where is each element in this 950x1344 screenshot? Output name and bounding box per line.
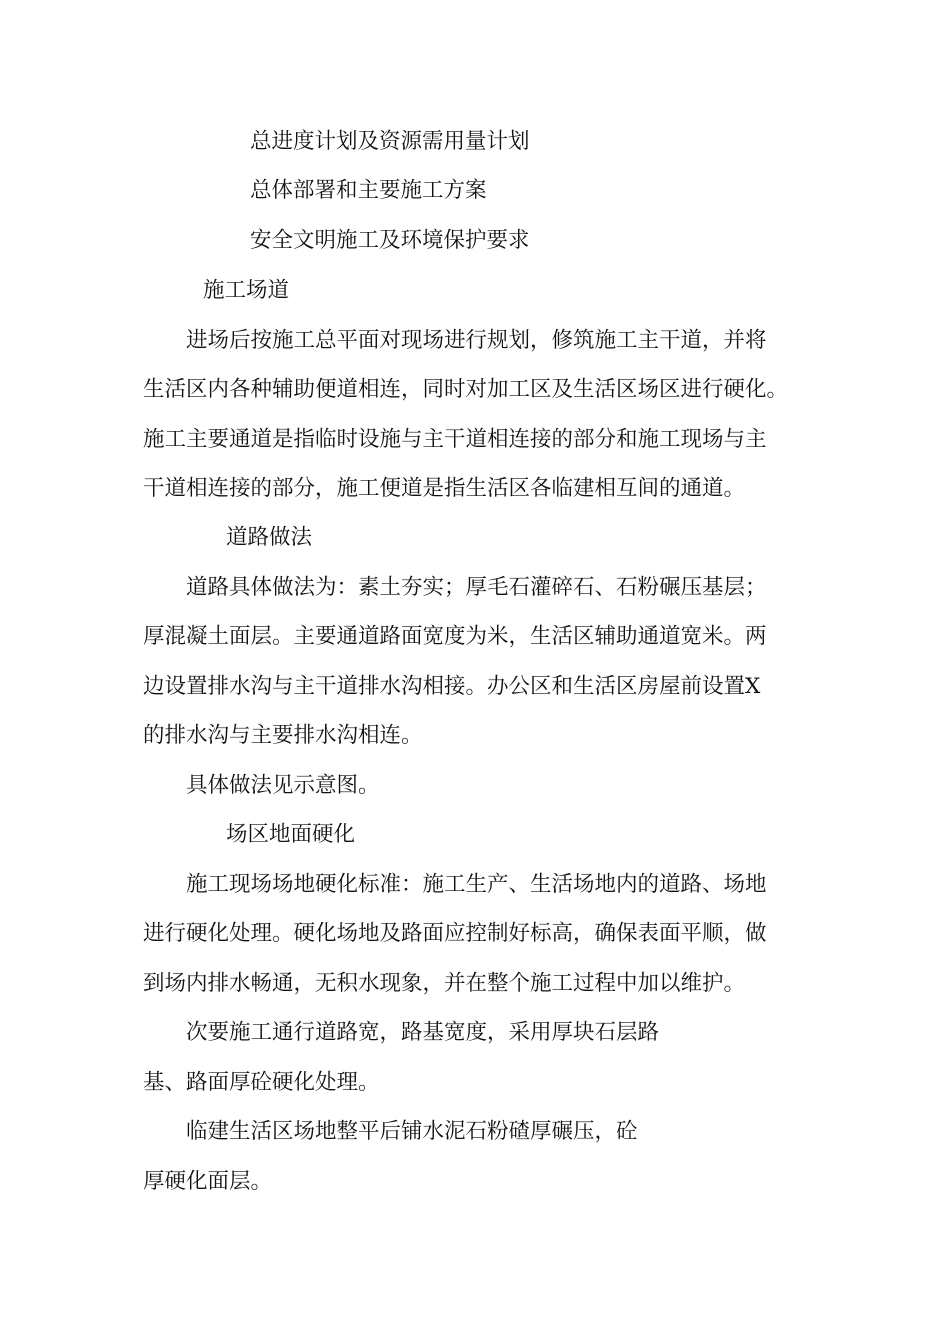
paragraph-line: 干道相连接的部分，施工便道是指生活区各临建相互间的通道。 bbox=[143, 476, 746, 501]
toc-item: 总进度计划及资源需用量计划 bbox=[250, 129, 530, 154]
paragraph-line: 次要施工通行道路宽，路基宽度，采用厚块石层路 bbox=[186, 1020, 660, 1045]
paragraph-line: 基、路面厚砼硬化处理。 bbox=[143, 1070, 380, 1095]
paragraph-line: 的排水沟与主要排水沟相连。 bbox=[143, 723, 423, 748]
paragraph-line: 临建生活区场地整平后铺水泥石粉碴厚碾压，砼 bbox=[186, 1119, 638, 1144]
paragraph-line: 到场内排水畅通，无积水现象，并在整个施工过程中加以维护。 bbox=[143, 971, 746, 996]
paragraph-line: 厚硬化面层。 bbox=[143, 1169, 273, 1194]
paragraph-line: 厚混凝土面层。主要通道路面宽度为米，生活区辅助通道宽米。两 bbox=[143, 624, 767, 649]
section-heading: 场区地面硬化 bbox=[226, 822, 356, 847]
paragraph-line: 进行硬化处理。硬化场地及路面应控制好标高，确保表面平顺，做 bbox=[143, 921, 767, 946]
toc-item: 安全文明施工及环境保护要求 bbox=[250, 228, 530, 253]
section-heading: 施工场道 bbox=[203, 278, 290, 303]
paragraph-line: 生活区内各种辅助便道相连，同时对加工区及生活区场区进行硬化。 bbox=[143, 377, 789, 402]
paragraph-line: 施工现场场地硬化标准：施工生产、生活场地内的道路、场地 bbox=[186, 872, 767, 897]
paragraph-line: 施工主要通道是指临时设施与主干道相连接的部分和施工现场与主 bbox=[143, 427, 767, 452]
paragraph-line: 边设置排水沟与主干道排水沟相接。办公区和生活区房屋前设置X bbox=[143, 674, 761, 699]
paragraph-line: 道路具体做法为：素土夯实；厚毛石灌碎石、石粉碾压基层； bbox=[186, 575, 767, 600]
section-heading: 道路做法 bbox=[226, 525, 313, 550]
paragraph-line: 进场后按施工总平面对现场进行规划，修筑施工主干道，并将 bbox=[186, 328, 767, 353]
toc-item: 总体部署和主要施工方案 bbox=[250, 178, 487, 203]
paragraph-line: 具体做法见示意图。 bbox=[186, 773, 380, 798]
